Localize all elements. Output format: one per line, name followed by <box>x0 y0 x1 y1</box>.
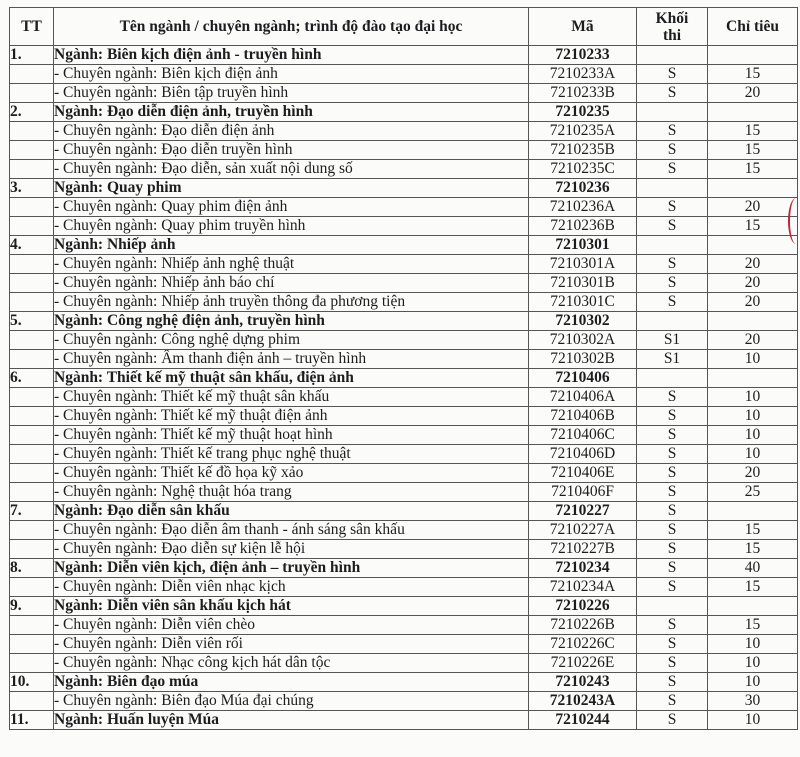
program-code: 7210226 <box>529 597 637 616</box>
quota-value <box>708 312 798 331</box>
quota-value <box>708 46 798 65</box>
row-number: 5. <box>10 312 54 331</box>
row-number <box>10 521 54 540</box>
row-number <box>10 350 54 369</box>
program-name: - Chuyên ngành: Thiết kế đồ họa kỹ xảo <box>54 464 529 483</box>
program-code: 7210301B <box>529 274 637 293</box>
program-name: Ngành: Diễn viên kịch, điện ảnh – truyền hình <box>54 559 529 578</box>
specialization-row <box>10 578 798 597</box>
program-code: 7210406A <box>529 388 637 407</box>
exam-block: S <box>637 654 708 673</box>
program-name: - Chuyên ngành: Biên kịch điện ảnh <box>54 65 529 84</box>
program-code: 7210302A <box>529 331 637 350</box>
program-name: - Chuyên ngành: Diễn viên nhạc kịch <box>54 578 529 597</box>
program-code: 7210302 <box>529 312 637 331</box>
row-number: 4. <box>10 236 54 255</box>
table-body <box>10 46 798 730</box>
exam-block: S <box>637 198 708 217</box>
exam-block: S <box>637 464 708 483</box>
exam-block: S <box>637 84 708 103</box>
specialization-row <box>10 654 798 673</box>
specialization-row <box>10 293 798 312</box>
specialization-row <box>10 464 798 483</box>
row-number <box>10 692 54 711</box>
specialization-row <box>10 350 798 369</box>
header-quota: Chỉ tiêu <box>708 8 798 46</box>
major-row <box>10 46 798 65</box>
admissions-table <box>9 7 798 730</box>
program-code: 7210233B <box>529 84 637 103</box>
quota-value: 20 <box>708 293 798 312</box>
quota-value: 10 <box>708 350 798 369</box>
red-stamp-edge <box>788 198 800 244</box>
quota-value: 20 <box>708 255 798 274</box>
specialization-row <box>10 84 798 103</box>
specialization-row <box>10 407 798 426</box>
program-code: 7210243 <box>529 673 637 692</box>
specialization-row <box>10 483 798 502</box>
specialization-row <box>10 540 798 559</box>
quota-value: 40 <box>708 559 798 578</box>
row-number: 2. <box>10 103 54 122</box>
exam-block: S <box>637 426 708 445</box>
row-number: 7. <box>10 502 54 521</box>
row-number <box>10 540 54 559</box>
major-row <box>10 179 798 198</box>
program-name: - Chuyên ngành: Nghệ thuật hóa trang <box>54 483 529 502</box>
header-name: Tên ngành / chuyên ngành; trình độ đào tạo đại học <box>54 8 529 46</box>
exam-block: S <box>637 122 708 141</box>
specialization-row <box>10 521 798 540</box>
exam-block: S <box>637 65 708 84</box>
program-name: - Chuyên ngành: Thiết kế mỹ thuật điện ảnh <box>54 407 529 426</box>
specialization-row <box>10 274 798 293</box>
program-code: 7210227 <box>529 502 637 521</box>
major-row <box>10 103 798 122</box>
exam-block: S <box>637 388 708 407</box>
exam-block: S <box>637 559 708 578</box>
program-name: - Chuyên ngành: Thiết kế mỹ thuật sân khấu <box>54 388 529 407</box>
exam-block <box>637 312 708 331</box>
exam-block: S <box>637 274 708 293</box>
exam-block <box>637 597 708 616</box>
quota-value: 20 <box>708 198 798 217</box>
quota-value: 15 <box>708 122 798 141</box>
quota-value: 15 <box>708 65 798 84</box>
exam-block: S <box>637 407 708 426</box>
exam-block: S <box>637 673 708 692</box>
row-number: 1. <box>10 46 54 65</box>
major-row <box>10 502 798 521</box>
program-name: - Chuyên ngành: Thiết kế mỹ thuật hoạt hình <box>54 426 529 445</box>
program-name: Ngành: Quay phim <box>54 179 529 198</box>
program-name: - Chuyên ngành: Đạo diễn điện ảnh <box>54 122 529 141</box>
program-name: - Chuyên ngành: Thiết kế trang phục nghệ thuật <box>54 445 529 464</box>
row-number <box>10 635 54 654</box>
program-name: - Chuyên ngành: Nhạc công kịch hát dân tộc <box>54 654 529 673</box>
row-number: 10. <box>10 673 54 692</box>
quota-value: 20 <box>708 274 798 293</box>
exam-block <box>637 236 708 255</box>
quota-value <box>708 502 798 521</box>
row-number <box>10 160 54 179</box>
quota-value: 10 <box>708 407 798 426</box>
header-tt: TT <box>10 8 54 46</box>
program-name: Ngành: Thiết kế mỹ thuật sân khấu, điện ảnh <box>54 369 529 388</box>
header-block <box>637 8 708 46</box>
exam-block: S <box>637 483 708 502</box>
program-code: 7210301A <box>529 255 637 274</box>
exam-block: S <box>637 160 708 179</box>
program-name: Ngành: Biên đạo múa <box>54 673 529 692</box>
exam-block: S <box>637 692 708 711</box>
program-name: Ngành: Công nghệ điện ảnh, truyền hình <box>54 312 529 331</box>
row-number <box>10 141 54 160</box>
quota-value: 10 <box>708 388 798 407</box>
quota-value: 15 <box>708 217 798 236</box>
quota-value: 10 <box>708 711 798 730</box>
program-code: 7210226B <box>529 616 637 635</box>
exam-block: S <box>637 217 708 236</box>
quota-value <box>708 103 798 122</box>
specialization-row <box>10 141 798 160</box>
row-number <box>10 198 54 217</box>
row-number <box>10 483 54 502</box>
program-code: 7210233 <box>529 46 637 65</box>
exam-block: S <box>637 635 708 654</box>
major-row <box>10 673 798 692</box>
program-code: 7210233A <box>529 65 637 84</box>
row-number <box>10 407 54 426</box>
specialization-row <box>10 445 798 464</box>
exam-block: S <box>637 521 708 540</box>
exam-block: S <box>637 293 708 312</box>
specialization-row <box>10 255 798 274</box>
exam-block: S <box>637 711 708 730</box>
row-number <box>10 445 54 464</box>
quota-value: 10 <box>708 426 798 445</box>
exam-block <box>637 46 708 65</box>
program-name: Ngành: Đạo diễn sân khấu <box>54 502 529 521</box>
program-name: Ngành: Diễn viên sân khấu kịch hát <box>54 597 529 616</box>
program-code: 7210301 <box>529 236 637 255</box>
program-code: 7210406B <box>529 407 637 426</box>
quota-value: 15 <box>708 540 798 559</box>
specialization-row <box>10 616 798 635</box>
quota-value: 15 <box>708 578 798 597</box>
major-row <box>10 236 798 255</box>
row-number: 11. <box>10 711 54 730</box>
program-name: Ngành: Nhiếp ảnh <box>54 236 529 255</box>
exam-block: S <box>637 141 708 160</box>
program-name: - Chuyên ngành: Diễn viên chèo <box>54 616 529 635</box>
program-name: - Chuyên ngành: Nhiếp ảnh truyền thông đa phương tiện <box>54 293 529 312</box>
program-name: - Chuyên ngành: Quay phim truyền hình <box>54 217 529 236</box>
quota-value: 20 <box>708 464 798 483</box>
quota-value: 15 <box>708 160 798 179</box>
program-code: 7210236A <box>529 198 637 217</box>
program-name: - Chuyên ngành: Nhiếp ảnh nghệ thuật <box>54 255 529 274</box>
exam-block: S <box>637 502 708 521</box>
quota-value <box>708 236 798 255</box>
quota-value: 10 <box>708 673 798 692</box>
row-number <box>10 274 54 293</box>
major-row <box>10 559 798 578</box>
row-number <box>10 388 54 407</box>
program-code: 7210406F <box>529 483 637 502</box>
specialization-row <box>10 388 798 407</box>
quota-value: 20 <box>708 84 798 103</box>
exam-block: S <box>637 616 708 635</box>
program-code: 7210406 <box>529 369 637 388</box>
program-name: - Chuyên ngành: Biên đạo Múa đại chúng <box>54 692 529 711</box>
program-name: - Chuyên ngành: Đạo diễn, sản xuất nội dung số <box>54 160 529 179</box>
program-code: 7210234 <box>529 559 637 578</box>
row-number <box>10 331 54 350</box>
row-number <box>10 616 54 635</box>
program-name: - Chuyên ngành: Công nghệ dựng phim <box>54 331 529 350</box>
quota-value: 15 <box>708 141 798 160</box>
exam-block: S <box>637 255 708 274</box>
specialization-row <box>10 635 798 654</box>
program-name: - Chuyên ngành: Diễn viên rối <box>54 635 529 654</box>
row-number <box>10 122 54 141</box>
specialization-row <box>10 692 798 711</box>
major-row <box>10 711 798 730</box>
exam-block: S1 <box>637 350 708 369</box>
specialization-row <box>10 217 798 236</box>
program-code: 7210235C <box>529 160 637 179</box>
quota-value: 10 <box>708 635 798 654</box>
program-code: 7210236B <box>529 217 637 236</box>
row-number: 8. <box>10 559 54 578</box>
program-code: 7210226E <box>529 654 637 673</box>
program-name: Ngành: Biên kịch điện ảnh - truyền hình <box>54 46 529 65</box>
program-code: 7210235 <box>529 103 637 122</box>
program-code: 7210234A <box>529 578 637 597</box>
program-code: 7210227B <box>529 540 637 559</box>
specialization-row <box>10 426 798 445</box>
specialization-row <box>10 198 798 217</box>
quota-value: 15 <box>708 521 798 540</box>
header-block-line1: Khối <box>655 9 689 27</box>
exam-block: S <box>637 578 708 597</box>
header-code: Mã <box>529 8 637 46</box>
program-name: - Chuyên ngành: Nhiếp ảnh báo chí <box>54 274 529 293</box>
exam-block <box>637 103 708 122</box>
program-name: - Chuyên ngành: Quay phim điện ảnh <box>54 198 529 217</box>
quota-value: 10 <box>708 445 798 464</box>
exam-block: S <box>637 540 708 559</box>
program-code: 7210302B <box>529 350 637 369</box>
quota-value: 10 <box>708 654 798 673</box>
row-number: 6. <box>10 369 54 388</box>
row-number <box>10 84 54 103</box>
program-code: 7210244 <box>529 711 637 730</box>
specialization-row <box>10 160 798 179</box>
program-name: - Chuyên ngành: Đạo diễn sự kiện lễ hội <box>54 540 529 559</box>
major-row <box>10 312 798 331</box>
quota-value <box>708 597 798 616</box>
specialization-row <box>10 65 798 84</box>
program-code: 7210406E <box>529 464 637 483</box>
program-name: - Chuyên ngành: Đạo diễn truyền hình <box>54 141 529 160</box>
row-number: 3. <box>10 179 54 198</box>
quota-value: 20 <box>708 331 798 350</box>
quota-value <box>708 179 798 198</box>
quota-value <box>708 369 798 388</box>
major-row <box>10 369 798 388</box>
quota-value: 15 <box>708 616 798 635</box>
row-number <box>10 255 54 274</box>
program-code: 7210406D <box>529 445 637 464</box>
specialization-row <box>10 331 798 350</box>
program-code: 7210301C <box>529 293 637 312</box>
program-code: 7210227A <box>529 521 637 540</box>
row-number <box>10 217 54 236</box>
program-name: - Chuyên ngành: Âm thanh điện ảnh – truyền hình <box>54 350 529 369</box>
program-code: 7210226C <box>529 635 637 654</box>
quota-value: 30 <box>708 692 798 711</box>
program-name: - Chuyên ngành: Đạo diễn âm thanh - ánh sáng sân khấu <box>54 521 529 540</box>
row-number <box>10 464 54 483</box>
row-number <box>10 293 54 312</box>
program-name: - Chuyên ngành: Biên tập truyền hình <box>54 84 529 103</box>
program-name: Ngành: Đạo diễn điện ảnh, truyền hình <box>54 103 529 122</box>
header-block-line2: thi <box>662 26 682 44</box>
row-number <box>10 578 54 597</box>
row-number <box>10 426 54 445</box>
program-code: 7210235A <box>529 122 637 141</box>
specialization-row <box>10 122 798 141</box>
program-code: 7210406C <box>529 426 637 445</box>
quota-value: 25 <box>708 483 798 502</box>
exam-block: S <box>637 445 708 464</box>
program-code: 7210236 <box>529 179 637 198</box>
header-row <box>10 8 798 46</box>
row-number <box>10 654 54 673</box>
exam-block <box>637 179 708 198</box>
program-name: Ngành: Huấn luyện Múa <box>54 711 529 730</box>
exam-block <box>637 369 708 388</box>
exam-block: S1 <box>637 331 708 350</box>
major-row <box>10 597 798 616</box>
program-code: 7210243A <box>529 692 637 711</box>
program-code: 7210235B <box>529 141 637 160</box>
row-number <box>10 65 54 84</box>
row-number: 9. <box>10 597 54 616</box>
